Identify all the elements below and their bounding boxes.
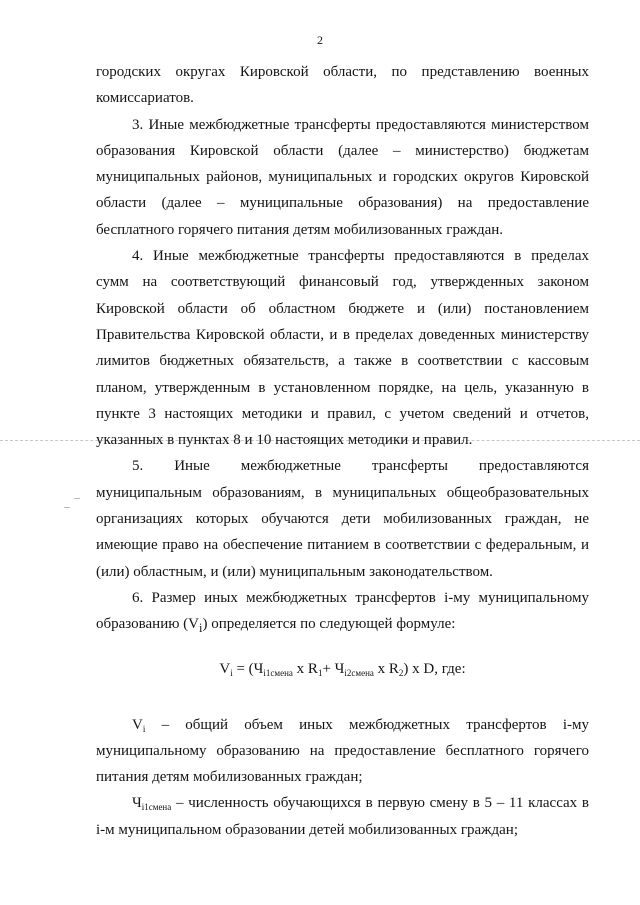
- definition-ch1-symbol: Ч: [132, 795, 142, 812]
- formula-term1-mid: x R: [292, 660, 318, 677]
- formula-eq: = (Ч: [232, 660, 264, 677]
- formula: [96, 656, 589, 682]
- definition-v: [96, 712, 589, 791]
- paragraph-4: 4. Иные межбюджетные трансферты предоставляются в пределах сумм на соответствующий финансовый год, утвержденных законом Кировской области об областном бюджете и (или) постановлением Правительства Кировской области, и в пределах доведенных министерству лимитов бюджетных обязательств, а также в соответствии с кассовым планом, утвержденным в установленном порядке, на цель, указанную в пункте 3 настоящих методики и правил, с учетом сведений и отчетов, указанных в пунктах 8 и 10 настоящих методики и правил.: [96, 248, 589, 449]
- definition-v-symbol: V: [132, 716, 143, 733]
- document-body: [96, 59, 589, 843]
- definition-ch1: [96, 790, 589, 843]
- paragraph-6-tail: ) определяется по следующей формуле:: [202, 616, 456, 633]
- paragraph-5: 5. Иные межбюджетные трансферты предоставляются муниципальным образованиям, в муниципальных общеобразовательных организациях которых обучаются дети мобилизованных граждан, не имеющие право на обеспечение питанием в соответствии с федеральным, и (или) областным, и (или) муниципальным законодательством.: [96, 458, 589, 580]
- scan-mark: [64, 507, 70, 508]
- definition-v-text: – общий объем иных межбюджетных трансфертов i-му муниципальному образованию на предоставление бесплатного горячего питания детям мобилизованных граждан;: [96, 716, 589, 786]
- paragraph-6: [96, 585, 589, 642]
- scan-mark: [74, 498, 80, 499]
- paragraph-6-sub: i: [199, 621, 203, 636]
- formula-plus: + Ч: [322, 660, 345, 677]
- formula-lhs: V: [219, 660, 231, 677]
- formula-r2-sub: 2: [398, 667, 404, 678]
- formula-lhs-sub: i: [230, 667, 233, 678]
- formula-end: ) x D, где:: [403, 660, 466, 677]
- paragraph-3: 3. Иные межбюджетные трансферты предоставляются министерством образования Кировской области (далее – министерство) бюджетам муниципальных районов, муниципальных и городских округов Кировской области (далее – муниципальные образования) на предоставление бесплатного горячего питания детям мобилизованных граждан.: [96, 116, 589, 238]
- formula-term1-sub: i1смена: [263, 667, 293, 678]
- paragraph-6-text: 6. Размер иных межбюджетных трансфертов i-му муниципальному образованию (V: [96, 589, 589, 633]
- definition-ch1-text: – численность обучающихся в первую смену в 5 – 11 классах в i-м муниципальном образовании детей мобилизованных граждан;: [96, 795, 589, 838]
- formula-term2-sub: i2смена: [344, 667, 374, 678]
- paragraph-continuation: городских округах Кировской области, по представлению военных комиссариатов.: [96, 64, 589, 107]
- definition-v-sub: i: [142, 723, 146, 734]
- definition-ch1-sub: i1смена: [141, 802, 172, 813]
- page-number: 2: [317, 33, 323, 47]
- formula-r1-sub: 1: [317, 667, 323, 678]
- formula-term2-mid: x R: [373, 660, 399, 677]
